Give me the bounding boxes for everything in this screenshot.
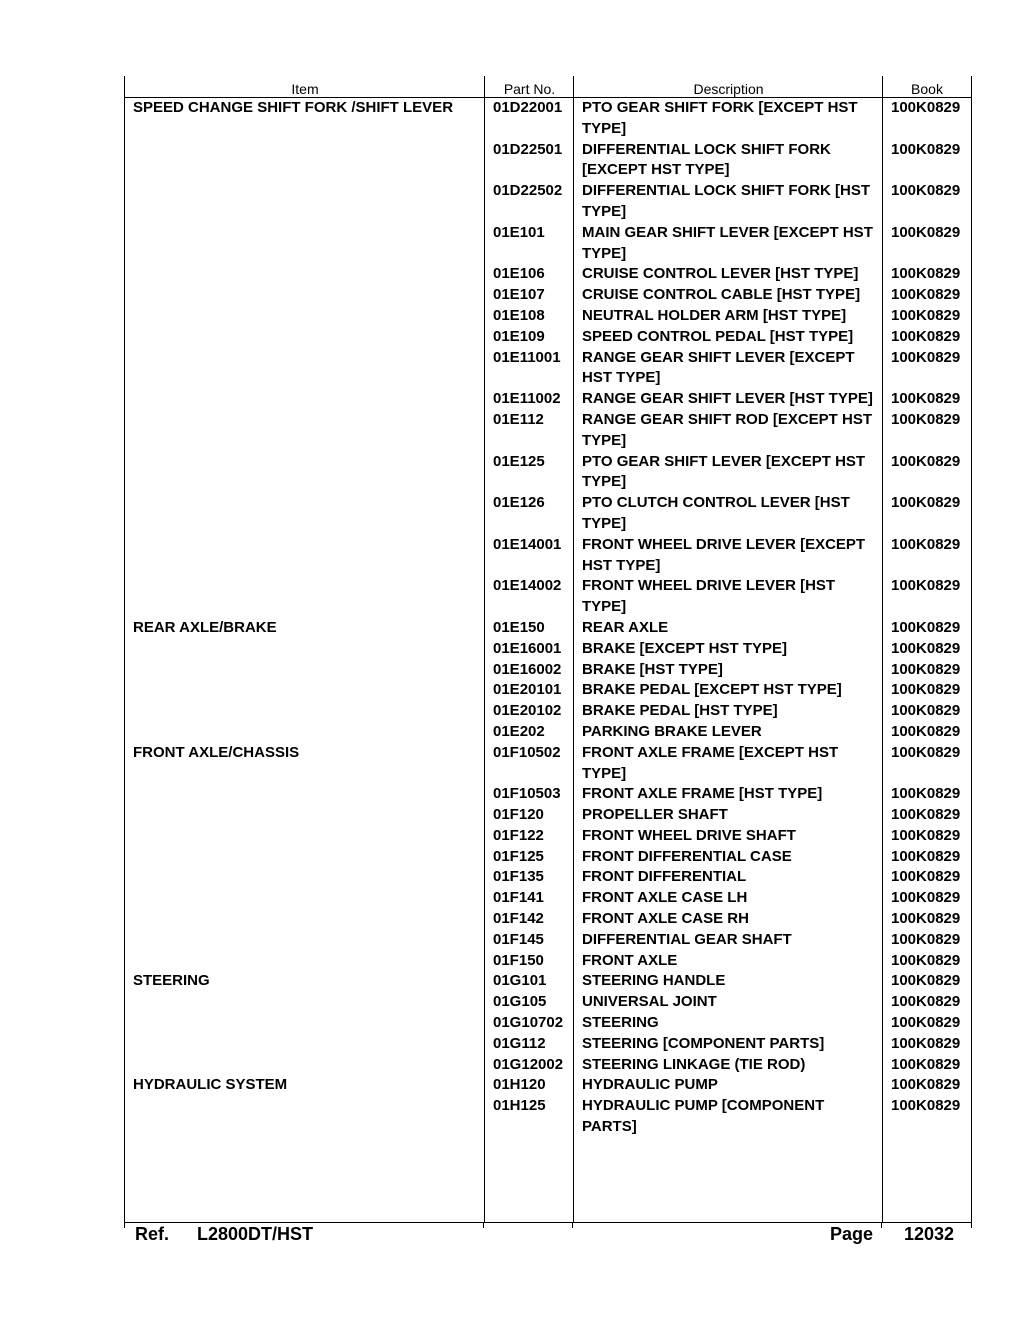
cell-item: REAR AXLE/BRAKE bbox=[133, 618, 277, 636]
cell-part-no: 01G12002 bbox=[493, 1055, 564, 1073]
cell-part-no: 01E16001 bbox=[493, 639, 562, 657]
cell-description: CRUISE CONTROL LEVER [HST TYPE] bbox=[582, 265, 859, 283]
cell-item bbox=[125, 1096, 485, 1138]
cell-book: 100K0829 bbox=[891, 286, 961, 304]
cell-description: FRONT DIFFERENTIAL CASE bbox=[582, 847, 792, 865]
cell-part-no: 01E16002 bbox=[493, 660, 562, 678]
cell-description: RANGE GEAR SHIFT ROD [EXCEPT HST TYPE] bbox=[582, 410, 873, 449]
cell-description: PROPELLER SHAFT bbox=[582, 806, 728, 824]
cell-book: 100K0829 bbox=[891, 972, 961, 990]
cell-description: FRONT DIFFERENTIAL bbox=[582, 868, 747, 886]
cell-part-no: 01F150 bbox=[493, 951, 544, 969]
footer-tick bbox=[124, 1222, 125, 1228]
table-row bbox=[125, 826, 971, 847]
cell-part-no: 01F142 bbox=[493, 910, 544, 928]
cell-part-no: 01G112 bbox=[493, 1034, 546, 1052]
cell-part-no: 01F120 bbox=[493, 806, 544, 824]
table-row bbox=[125, 223, 971, 265]
cell-book: 100K0829 bbox=[891, 785, 961, 803]
cell-part-no: 01E125 bbox=[493, 452, 545, 470]
cell-item bbox=[125, 410, 485, 452]
cell-part-no: 01E108 bbox=[493, 306, 545, 324]
cell-part-no: 01E101 bbox=[493, 223, 545, 241]
cell-item bbox=[125, 722, 485, 743]
cell-description: MAIN GEAR SHIFT LEVER [EXCEPT HST TYPE] bbox=[582, 223, 873, 262]
cell-description: FRONT WHEEL DRIVE SHAFT bbox=[582, 826, 796, 844]
cell-description: UNIVERSAL JOINT bbox=[582, 993, 717, 1011]
cell-part-no: 01E126 bbox=[493, 494, 545, 512]
cell-part-no: 01G105 bbox=[493, 993, 547, 1011]
cell-description: BRAKE [HST TYPE] bbox=[582, 660, 723, 678]
cell-item bbox=[125, 701, 485, 722]
cell-book: 100K0829 bbox=[891, 806, 961, 824]
cell-book: 100K0829 bbox=[891, 223, 961, 241]
cell-book: 100K0829 bbox=[891, 702, 961, 720]
parts-table-frame bbox=[124, 76, 972, 1223]
cell-part-no: 01F125 bbox=[493, 847, 544, 865]
cell-book: 100K0829 bbox=[891, 410, 961, 428]
cell-description: FRONT AXLE CASE LH bbox=[582, 889, 748, 907]
table-row bbox=[125, 576, 971, 618]
table-row bbox=[125, 660, 971, 681]
table-row bbox=[125, 992, 971, 1013]
footer-tick bbox=[483, 1222, 484, 1228]
cell-item bbox=[125, 306, 485, 327]
cell-book: 100K0829 bbox=[891, 494, 961, 512]
ref-label: Ref. bbox=[135, 1224, 170, 1244]
cell-item bbox=[125, 1034, 485, 1055]
cell-part-no: 01H120 bbox=[493, 1076, 546, 1094]
cell-book: 100K0829 bbox=[891, 348, 961, 366]
cell-description: FRONT AXLE FRAME [HST TYPE] bbox=[582, 785, 823, 803]
cell-item bbox=[125, 493, 485, 535]
table-row bbox=[125, 1096, 971, 1138]
header-description: Description bbox=[693, 81, 764, 97]
cell-book: 100K0829 bbox=[891, 951, 961, 969]
cell-item bbox=[125, 680, 485, 701]
cell-description: BRAKE PEDAL [HST TYPE] bbox=[582, 702, 778, 720]
cell-part-no: 01F145 bbox=[493, 930, 544, 948]
cell-item bbox=[125, 888, 485, 909]
cell-description: CRUISE CONTROL CABLE [HST TYPE] bbox=[582, 286, 861, 304]
table-row bbox=[125, 327, 971, 348]
footer-tick bbox=[881, 1222, 882, 1228]
table-row bbox=[125, 743, 971, 785]
table-row bbox=[125, 680, 971, 701]
cell-description: PARKING BRAKE LEVER bbox=[582, 722, 762, 740]
cell-book: 100K0829 bbox=[891, 743, 961, 761]
cell-item bbox=[125, 181, 485, 223]
cell-description: PTO GEAR SHIFT FORK [EXCEPT HST TYPE] bbox=[582, 99, 858, 137]
cell-part-no: 01E20102 bbox=[493, 702, 562, 720]
cell-book: 100K0829 bbox=[891, 140, 961, 158]
table-row bbox=[125, 1055, 971, 1076]
table-row bbox=[125, 639, 971, 660]
cell-part-no: 01E107 bbox=[493, 286, 545, 304]
cell-book: 100K0829 bbox=[891, 390, 961, 408]
cell-book: 100K0829 bbox=[891, 306, 961, 324]
cell-book: 100K0829 bbox=[891, 639, 961, 657]
cell-book: 100K0829 bbox=[891, 910, 961, 928]
cell-book: 100K0829 bbox=[891, 265, 961, 283]
cell-item bbox=[125, 826, 485, 847]
table-row bbox=[125, 98, 971, 140]
cell-description: RANGE GEAR SHIFT LEVER [EXCEPT HST TYPE] bbox=[582, 348, 855, 387]
table-row bbox=[125, 784, 971, 805]
cell-description: SPEED CONTROL PEDAL [HST TYPE] bbox=[582, 327, 854, 345]
cell-item bbox=[125, 327, 485, 348]
cell-description: FRONT AXLE bbox=[582, 951, 678, 969]
cell-part-no: 01G10702 bbox=[493, 1014, 564, 1032]
cell-part-no: 01E11001 bbox=[493, 348, 561, 366]
footer-tick bbox=[572, 1222, 573, 1228]
cell-part-no: 01G101 bbox=[493, 972, 547, 990]
cell-description: DIFFERENTIAL LOCK SHIFT FORK [EXCEPT HST TYPE] bbox=[582, 140, 831, 179]
cell-part-no: 01E11002 bbox=[493, 390, 561, 408]
table-row bbox=[125, 909, 971, 930]
cell-part-no: 01F122 bbox=[493, 826, 544, 844]
cell-item bbox=[125, 1013, 485, 1034]
footer-tick bbox=[971, 1222, 972, 1228]
cell-part-no: 01F10502 bbox=[493, 743, 561, 761]
parts-table bbox=[125, 76, 971, 1138]
table-row bbox=[125, 618, 971, 639]
cell-book: 100K0829 bbox=[891, 722, 961, 740]
table-header-row bbox=[125, 76, 971, 98]
cell-item bbox=[125, 285, 485, 306]
cell-item bbox=[125, 992, 485, 1013]
table-body bbox=[125, 98, 971, 1138]
cell-book: 100K0829 bbox=[891, 535, 961, 553]
cell-part-no: 01E14002 bbox=[493, 577, 562, 595]
table-row bbox=[125, 410, 971, 452]
cell-part-no: 01E109 bbox=[493, 327, 545, 345]
cell-item bbox=[125, 951, 485, 972]
cell-item bbox=[125, 930, 485, 951]
cell-description: HYDRAULIC PUMP [COMPONENT PARTS] bbox=[582, 1097, 825, 1136]
cell-book: 100K0829 bbox=[891, 1055, 961, 1073]
cell-book: 100K0829 bbox=[891, 1076, 961, 1094]
cell-part-no: 01E112 bbox=[493, 410, 544, 428]
page-number: 12032 bbox=[904, 1224, 955, 1244]
cell-item bbox=[125, 867, 485, 888]
header-book: Book bbox=[911, 81, 943, 97]
cell-description: STEERING HANDLE bbox=[582, 972, 726, 990]
cell-description: RANGE GEAR SHIFT LEVER [HST TYPE] bbox=[582, 390, 873, 408]
table-row bbox=[125, 722, 971, 743]
cell-book: 100K0829 bbox=[891, 1034, 961, 1052]
cell-part-no: 01E20101 bbox=[493, 681, 562, 699]
cell-item bbox=[125, 348, 485, 390]
cell-book: 100K0829 bbox=[891, 889, 961, 907]
cell-item bbox=[125, 576, 485, 618]
cell-part-no: 01E106 bbox=[493, 265, 545, 283]
header-part-no: Part No. bbox=[503, 81, 556, 97]
cell-item bbox=[125, 639, 485, 660]
cell-part-no: 01E150 bbox=[493, 618, 545, 636]
table-row bbox=[125, 264, 971, 285]
table-row bbox=[125, 888, 971, 909]
cell-part-no: 01F141 bbox=[493, 889, 544, 907]
cell-description: NEUTRAL HOLDER ARM [HST TYPE] bbox=[582, 306, 847, 324]
cell-item: HYDRAULIC SYSTEM bbox=[133, 1076, 288, 1094]
table-row bbox=[125, 867, 971, 888]
table-row bbox=[125, 971, 971, 992]
cell-description: STEERING [COMPONENT PARTS] bbox=[582, 1034, 825, 1052]
cell-item bbox=[125, 140, 485, 182]
table-row bbox=[125, 847, 971, 868]
cell-item: FRONT AXLE/CHASSIS bbox=[133, 743, 300, 761]
table-row bbox=[125, 181, 971, 223]
cell-book: 100K0829 bbox=[891, 826, 961, 844]
cell-part-no: 01F135 bbox=[493, 868, 544, 886]
cell-item bbox=[125, 452, 485, 494]
cell-book: 100K0829 bbox=[891, 327, 961, 345]
cell-item bbox=[125, 805, 485, 826]
cell-item bbox=[125, 264, 485, 285]
table-row bbox=[125, 306, 971, 327]
cell-description: REAR AXLE bbox=[582, 618, 669, 636]
cell-part-no: 01E14001 bbox=[493, 535, 562, 553]
cell-book: 100K0829 bbox=[891, 1014, 961, 1032]
cell-item: STEERING bbox=[133, 972, 210, 990]
table-row bbox=[125, 1034, 971, 1055]
cell-book: 100K0829 bbox=[891, 847, 961, 865]
table-row bbox=[125, 140, 971, 182]
page-label: Page bbox=[830, 1224, 874, 1244]
table-row bbox=[125, 701, 971, 722]
cell-book: 100K0829 bbox=[891, 577, 961, 595]
table-row bbox=[125, 805, 971, 826]
header-item: Item bbox=[291, 81, 319, 97]
cell-book: 100K0829 bbox=[891, 930, 961, 948]
cell-book: 100K0829 bbox=[891, 99, 961, 116]
cell-item bbox=[125, 784, 485, 805]
cell-book: 100K0829 bbox=[891, 660, 961, 678]
cell-part-no: 01D22001 bbox=[493, 99, 563, 116]
cell-item bbox=[125, 1055, 485, 1076]
cell-description: FRONT AXLE FRAME [EXCEPT HST TYPE] bbox=[582, 743, 839, 782]
cell-description: HYDRAULIC PUMP bbox=[582, 1076, 718, 1094]
cell-description: BRAKE PEDAL [EXCEPT HST TYPE] bbox=[582, 681, 842, 699]
cell-part-no: 01H125 bbox=[493, 1097, 546, 1115]
cell-item bbox=[125, 847, 485, 868]
table-row bbox=[125, 930, 971, 951]
cell-book: 100K0829 bbox=[891, 868, 961, 886]
cell-description: PTO CLUTCH CONTROL LEVER [HST TYPE] bbox=[582, 494, 850, 532]
cell-description: FRONT WHEEL DRIVE LEVER [HST TYPE] bbox=[582, 577, 836, 616]
cell-item bbox=[125, 660, 485, 681]
table-row bbox=[125, 1013, 971, 1034]
cell-description: BRAKE [EXCEPT HST TYPE] bbox=[582, 639, 788, 657]
table-row bbox=[125, 452, 971, 494]
page-footer bbox=[124, 1222, 972, 1248]
cell-item: SPEED CHANGE SHIFT FORK /SHIFT LEVER bbox=[133, 99, 454, 116]
cell-item bbox=[125, 909, 485, 930]
table-row bbox=[125, 348, 971, 390]
cell-description: PTO GEAR SHIFT LEVER [EXCEPT HST TYPE] bbox=[582, 452, 866, 491]
cell-description: STEERING bbox=[582, 1014, 659, 1032]
cell-book: 100K0829 bbox=[891, 1097, 961, 1115]
table-row bbox=[125, 951, 971, 972]
cell-description: FRONT AXLE CASE RH bbox=[582, 910, 749, 928]
cell-item bbox=[125, 223, 485, 265]
cell-book: 100K0829 bbox=[891, 618, 961, 636]
table-row bbox=[125, 389, 971, 410]
cell-description: DIFFERENTIAL GEAR SHAFT bbox=[582, 930, 792, 948]
cell-item bbox=[125, 389, 485, 410]
cell-part-no: 01F10503 bbox=[493, 785, 561, 803]
cell-description: FRONT WHEEL DRIVE LEVER [EXCEPT HST TYPE] bbox=[582, 535, 866, 574]
cell-book: 100K0829 bbox=[891, 993, 961, 1011]
cell-item bbox=[125, 535, 485, 577]
cell-book: 100K0829 bbox=[891, 182, 961, 200]
table-row bbox=[125, 535, 971, 577]
cell-part-no: 01D22501 bbox=[493, 140, 563, 158]
table-row bbox=[125, 493, 971, 535]
cell-description: STEERING LINKAGE (TIE ROD) bbox=[582, 1055, 806, 1073]
ref-model: L2800DT/HST bbox=[197, 1224, 314, 1244]
cell-book: 100K0829 bbox=[891, 452, 961, 470]
cell-description: DIFFERENTIAL LOCK SHIFT FORK [HST TYPE] bbox=[582, 182, 871, 220]
table-row bbox=[125, 285, 971, 306]
cell-part-no: 01E202 bbox=[493, 722, 545, 740]
cell-book: 100K0829 bbox=[891, 681, 961, 699]
cell-part-no: 01D22502 bbox=[493, 182, 563, 200]
table-row bbox=[125, 1075, 971, 1096]
